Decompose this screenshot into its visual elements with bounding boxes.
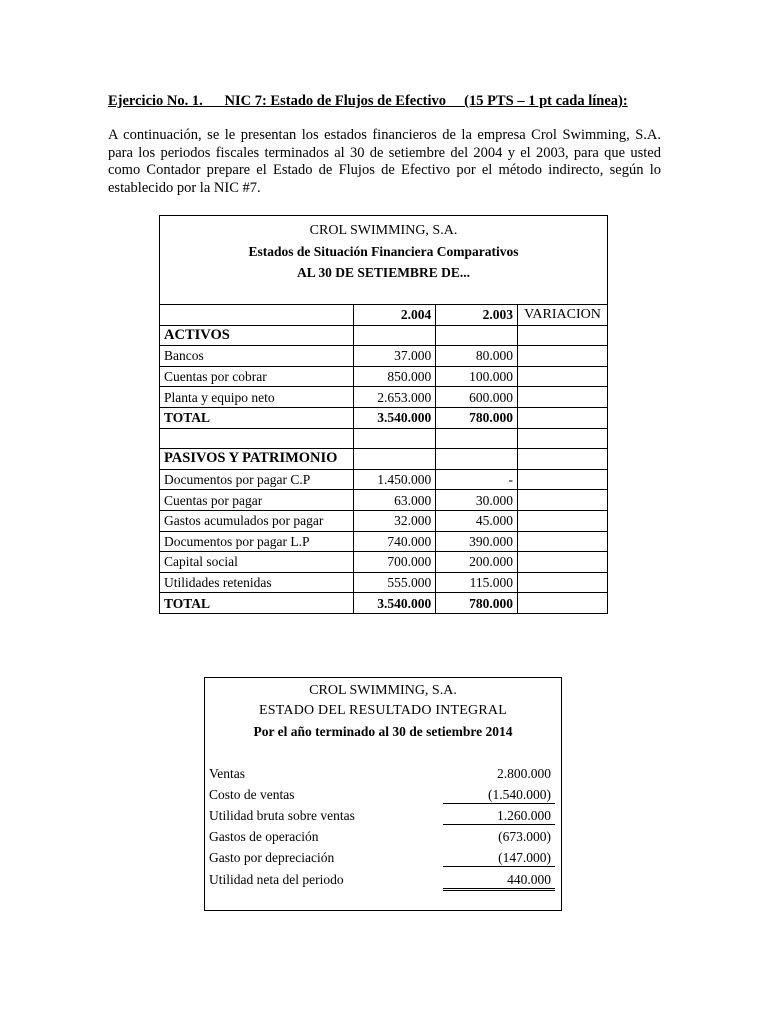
- intro-line: A continuación, se le presentan los estados financieros de la empresa Crol Swimming, S.A.: [108, 127, 661, 143]
- value-2004: 3.540.000: [354, 593, 436, 614]
- row-label: TOTAL: [160, 407, 354, 428]
- value-variacion: [518, 572, 608, 593]
- row-label: Bancos: [160, 346, 354, 367]
- value-2003: 80.000: [436, 346, 518, 367]
- table-row: [160, 572, 608, 593]
- value-variacion: [518, 510, 608, 531]
- column-header-row: [160, 305, 608, 326]
- value-variacion: [518, 469, 608, 490]
- row-label: Documentos por pagar C.P: [160, 469, 354, 490]
- income-label: Gastos de operación: [209, 829, 319, 844]
- income-value: (673.000): [498, 829, 551, 844]
- total-row: [160, 407, 608, 428]
- income-value: (147.000): [443, 850, 555, 867]
- value-2003: -: [436, 469, 518, 490]
- income-row: [209, 806, 555, 826]
- table-row: [160, 366, 608, 387]
- income-title: ESTADO DEL RESULTADO INTEGRAL: [259, 703, 507, 718]
- income-label: Ventas: [209, 766, 245, 781]
- intro-line: como Contador prepare el Estado de Flujos de Efectivo por el método indirecto, según lo: [108, 162, 661, 178]
- income-company-name: CROL SWIMMING, S.A.: [309, 683, 457, 698]
- intro-line: para los periodos fiscales terminados al 30 de setiembre del 2004 y el 2003, para que usted: [108, 144, 661, 161]
- assets-section-title: ACTIVOS: [160, 325, 354, 346]
- table-row: [160, 531, 608, 552]
- table-row: [160, 510, 608, 531]
- income-label: Gasto por depreciación: [209, 850, 335, 865]
- balance-date: AL 30 DE SETIEMBRE DE...: [297, 265, 470, 280]
- row-label: TOTAL: [160, 593, 354, 614]
- column-header-variacion: VARIACION: [518, 305, 608, 326]
- income-row: [209, 785, 555, 805]
- income-row: [209, 870, 555, 890]
- value-2003: 30.000: [436, 490, 518, 511]
- income-statement: [204, 677, 562, 911]
- row-label: Utilidades retenidas: [160, 572, 354, 593]
- value-variacion: [518, 490, 608, 511]
- table-row: [160, 490, 608, 511]
- value-2003: 200.000: [436, 552, 518, 573]
- income-value: (1.540.000): [443, 787, 555, 804]
- value-2004: 32.000: [354, 510, 436, 531]
- table-row: [160, 346, 608, 367]
- row-label: Planta y equipo neto: [160, 387, 354, 408]
- value-2004: 740.000: [354, 531, 436, 552]
- table-row: [160, 387, 608, 408]
- income-label: Utilidad bruta sobre ventas: [209, 808, 355, 823]
- balance-sheet-table: [159, 215, 608, 614]
- value-variacion: [518, 407, 608, 428]
- value-variacion: [518, 346, 608, 367]
- value-2004: 3.540.000: [354, 407, 436, 428]
- value-2003: 100.000: [436, 366, 518, 387]
- exercise-heading: Ejercicio No. 1. NIC 7: Estado de Flujos de Efectivo (15 PTS – 1 pt cada línea):: [108, 93, 628, 109]
- section-row: [160, 325, 608, 346]
- balance-subtitle: Estados de Situación Financiera Comparativos: [248, 244, 519, 259]
- value-2003: 780.000: [436, 407, 518, 428]
- income-row: [209, 764, 555, 784]
- value-2004: 1.450.000: [354, 469, 436, 490]
- income-period: Por el año terminado al 30 de setiembre 2014: [253, 724, 513, 739]
- table-row: [160, 552, 608, 573]
- income-label: Costo de ventas: [209, 787, 295, 802]
- row-label: Gastos acumulados por pagar: [160, 510, 354, 531]
- intro-paragraph: [108, 127, 661, 197]
- row-label: Cuentas por pagar: [160, 490, 354, 511]
- row-label: Capital social: [160, 552, 354, 573]
- income-label: Utilidad neta del periodo: [209, 872, 344, 887]
- total-row: [160, 593, 608, 614]
- balance-company-name: CROL SWIMMING, S.A.: [309, 223, 458, 238]
- income-value: 1.260.000: [443, 808, 555, 825]
- balance-sheet-header: [160, 216, 608, 305]
- value-2004: 37.000: [354, 346, 436, 367]
- table-row: [160, 469, 608, 490]
- value-2004: 2.653.000: [354, 387, 436, 408]
- section-row: [160, 449, 608, 470]
- value-2004: 555.000: [354, 572, 436, 593]
- value-variacion: [518, 552, 608, 573]
- column-header-2004: 2.004: [354, 305, 436, 326]
- value-2004: 850.000: [354, 366, 436, 387]
- column-header-2003: 2.003: [436, 305, 518, 326]
- spacer-row: [160, 428, 608, 449]
- income-row: [209, 848, 555, 868]
- income-value: 440.000: [443, 872, 555, 891]
- income-value: 2.800.000: [497, 766, 551, 781]
- value-2004: 700.000: [354, 552, 436, 573]
- liabilities-section-title: PASIVOS Y PATRIMONIO: [160, 449, 354, 470]
- value-2003: 115.000: [436, 572, 518, 593]
- row-label: Cuentas por cobrar: [160, 366, 354, 387]
- value-2003: 600.000: [436, 387, 518, 408]
- value-2004: 63.000: [354, 490, 436, 511]
- value-2003: 390.000: [436, 531, 518, 552]
- row-label: Documentos por pagar L.P: [160, 531, 354, 552]
- intro-line: establecido por la NIC #7.: [108, 179, 261, 196]
- income-row: [209, 827, 555, 847]
- value-variacion: [518, 387, 608, 408]
- value-variacion: [518, 593, 608, 614]
- value-2003: 45.000: [436, 510, 518, 531]
- value-2003: 780.000: [436, 593, 518, 614]
- value-variacion: [518, 531, 608, 552]
- value-variacion: [518, 366, 608, 387]
